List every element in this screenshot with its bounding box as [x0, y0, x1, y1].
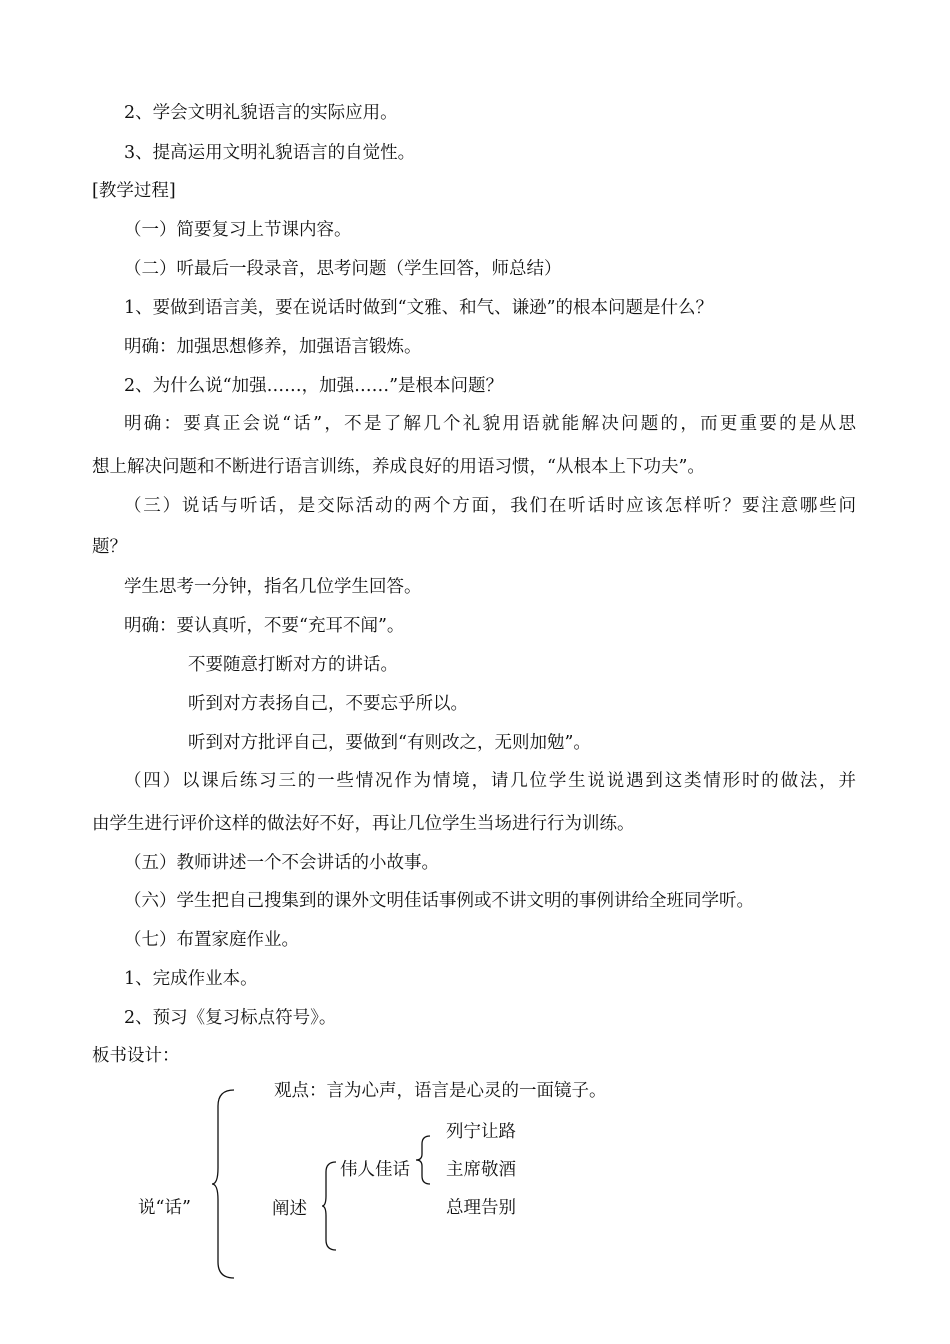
step-7: （七）布置家庭作业。 — [124, 930, 299, 950]
board-example-1: 列宁让路 — [446, 1122, 516, 1142]
step-2: （二）听最后一段录音，思考问题（学生回答，师总结） — [124, 259, 562, 279]
board-elaborate-label: 阐述 — [272, 1199, 307, 1219]
homework-2: 2、预习《复习标点符号》。 — [124, 1008, 337, 1028]
answer-2-line-1: 明确：要真正会说“话”，不是了解几个礼貌用语就能解决问题的，而更重要的是从思 — [124, 414, 856, 434]
step-3-line-2: 题？ — [92, 537, 127, 557]
board-design-heading: 板书设计： — [92, 1046, 180, 1066]
question-1: 1、要做到语言美，要在说话时做到“文雅、和气、谦逊”的根本问题是什么？ — [124, 298, 714, 318]
answer-2-line-2: 想上解决问题和不断进行语言训练，养成良好的用语习惯，“从根本上下功夫”。 — [92, 457, 705, 477]
answer-3-point-2: 听到对方表扬自己，不要忘乎所以。 — [188, 694, 468, 714]
step-6: （六）学生把自己搜集到的课外文明佳话事例或不讲文明的事例讲给全班同学听。 — [124, 891, 754, 911]
objective-3: 3、提高运用文明礼貌语言的自觉性。 — [124, 143, 416, 163]
small-brace-icon — [414, 1134, 434, 1186]
step-4-line-1: （四）以课后练习三的一些情况作为情境，请几位学生说说遇到这类情形时的做法，并 — [124, 771, 856, 791]
step-4-line-2: 由学生进行评价这样的做法好不好，再让几位学生当场进行行为训练。 — [92, 814, 635, 834]
step-3-line-1: （三）说话与听话，是交际活动的两个方面，我们在听话时应该怎样听？要注意哪些问 — [124, 496, 856, 516]
medium-brace-icon — [320, 1160, 340, 1252]
student-activity: 学生思考一分钟，指名几位学生回答。 — [124, 577, 422, 597]
step-5: （五）教师讲述一个不会讲话的小故事。 — [124, 853, 439, 873]
board-example-3: 总理告别 — [446, 1198, 516, 1218]
board-viewpoint: 观点：言为心声，语言是心灵的一面镜子。 — [274, 1081, 607, 1101]
board-root-label: 说“话” — [138, 1198, 191, 1218]
answer-1: 明确：加强思想修养，加强语言锻炼。 — [124, 337, 422, 357]
answer-3-point-1: 不要随意打断对方的讲话。 — [188, 655, 398, 675]
answer-3: 明确：要认真听，不要“充耳不闻”。 — [124, 616, 405, 636]
step-1: （一）简要复习上节课内容。 — [124, 220, 352, 240]
question-2: 2、为什么说“加强……，加强……”是根本问题？ — [124, 376, 504, 396]
board-example-2: 主席敬酒 — [446, 1160, 516, 1180]
homework-1: 1、完成作业本。 — [124, 969, 258, 989]
large-brace-icon — [210, 1088, 240, 1280]
section-heading-teaching-process: [教学过程] — [92, 181, 176, 201]
board-great-story-label: 伟人佳话 — [340, 1160, 410, 1180]
answer-3-point-3: 听到对方批评自己，要做到“有则改之，无则加勉”。 — [188, 733, 591, 753]
objective-2: 2、学会文明礼貌语言的实际应用。 — [124, 103, 398, 123]
